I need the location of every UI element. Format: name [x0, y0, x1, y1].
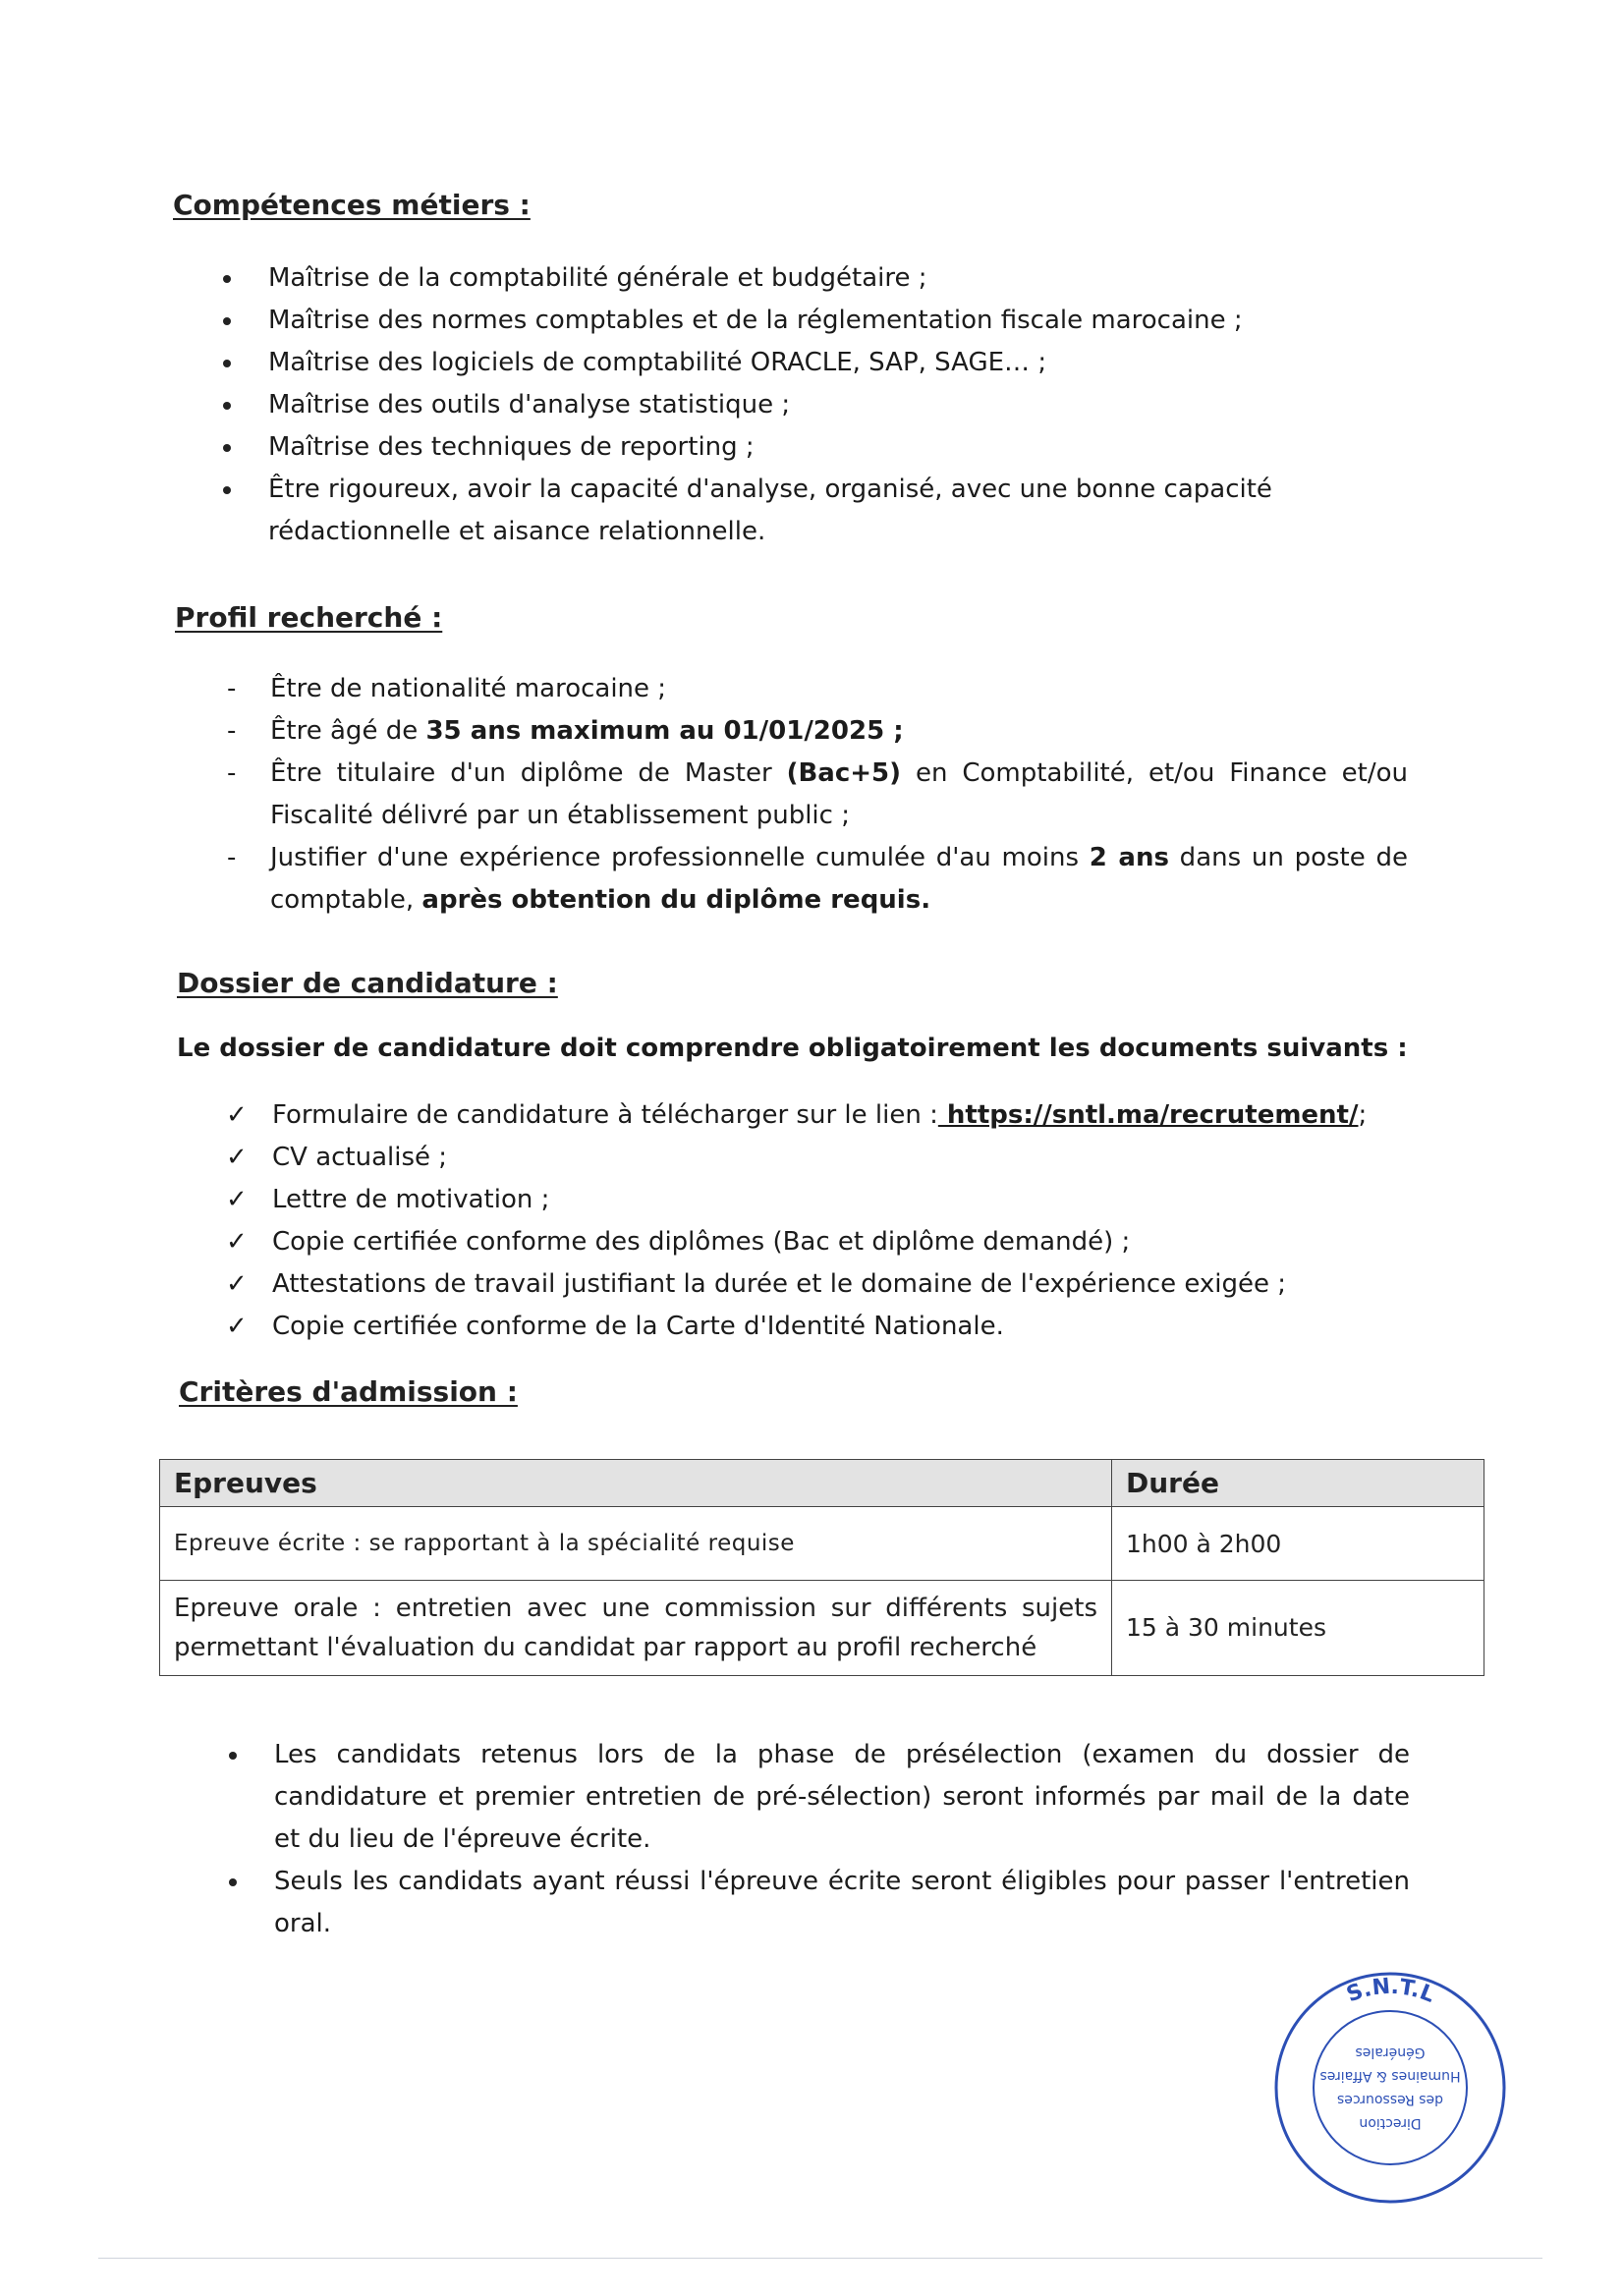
dossier-item-1-end: ;	[1358, 1100, 1368, 1130]
profil-item-4-text: Justifier d'une expérience professionnelle cumulée d'au moins	[270, 843, 1090, 872]
profil-heading: Profil recherché :	[175, 601, 443, 634]
list-item: ✓ Copie certifiée conforme de la Carte d'Identité Nationale.	[177, 1306, 1410, 1348]
recrutement-link[interactable]: https://sntl.ma/recrutement/	[937, 1100, 1359, 1130]
profil-item-1: Être de nationalité marocaine ;	[270, 674, 667, 703]
stamp-text-line: Humaines & Affaires	[1319, 2068, 1461, 2084]
profil-item-3-rest: en Comptabilité, et/ou Finance et/ou Fiscalité délivré par un établissement public ;	[270, 758, 1408, 830]
table-cell: 1h00 à 2h00	[1112, 1507, 1484, 1581]
stamp-ring-text: S.N.T.L	[1343, 1974, 1438, 2008]
list-item	[175, 668, 1408, 710]
list-item: Seuls les candidats ayant réussi l'épreuve écrite seront éligibles pour passer l'entretien oral.	[179, 1861, 1410, 1945]
profil-item-2-text: Être âgé de	[270, 716, 426, 746]
notes-list	[179, 1734, 1410, 1945]
profil-item-4-bold2: après obtention du diplôme requis.	[421, 885, 931, 915]
table-header-epreuves: Epreuves	[160, 1460, 1112, 1507]
list-item: Maîtrise de la comptabilité générale et budgétaire ;	[173, 257, 1408, 300]
list-item: ✓ Attestations de travail justifiant la durée et le domaine de l'expérience exigée ;	[177, 1263, 1410, 1306]
dossier-heading: Dossier de candidature :	[177, 967, 558, 999]
list-item: Les candidats retenus lors de la phase de présélection (examen du dossier de candidature et premier entretien de pré-sélection) seront informés par mail de la date et du lieu de l'épreuve écrite.	[179, 1734, 1410, 1861]
criteres-table	[159, 1459, 1484, 1676]
bottom-divider	[98, 2258, 1542, 2259]
table-header-row	[160, 1460, 1484, 1507]
stamp-inner-ring	[1314, 2011, 1467, 2164]
company-stamp	[1272, 1970, 1508, 2206]
list-item	[177, 1094, 1410, 1137]
stamp-text-line: des Ressources	[1336, 2092, 1444, 2107]
list-item: Maîtrise des normes comptables et de la réglementation fiscale marocaine ;	[173, 300, 1408, 342]
list-item	[175, 753, 1408, 837]
profil-item-4-mid: dans un poste de comptable,	[270, 843, 1408, 915]
dossier-list	[177, 1094, 1410, 1348]
list-item: ✓ Copie certifiée conforme des diplômes (Bac et diplôme demandé) ;	[177, 1221, 1410, 1263]
stamp-outer-ring	[1276, 1974, 1504, 2202]
list-item	[175, 837, 1408, 922]
profil-item-3-text: Être titulaire d'un diplôme de Master	[270, 758, 787, 788]
profil-item-4-bold1: 2 ans	[1089, 843, 1169, 872]
table-header-duree: Durée	[1112, 1460, 1484, 1507]
list-item: Maîtrise des outils d'analyse statistique ;	[173, 384, 1408, 426]
stamp-text-line: Générales	[1355, 2044, 1426, 2060]
dossier-item-1-text: Formulaire de candidature à télécharger sur le lien :	[272, 1100, 938, 1130]
table-cell: Epreuve écrite : se rapportant à la spécialité requise	[160, 1507, 1112, 1581]
list-item	[175, 710, 1408, 753]
table-cell: 15 à 30 minutes	[1112, 1581, 1484, 1676]
dossier-lead: Le dossier de candidature doit comprendre obligatoirement les documents suivants :	[177, 1034, 1408, 1063]
criteres-heading: Critères d'admission :	[179, 1375, 518, 1408]
competences-list	[173, 257, 1408, 553]
list-item: ✓ Lettre de motivation ;	[177, 1179, 1410, 1221]
stamp-text-line: Direction	[1359, 2115, 1422, 2131]
list-item: ✓ CV actualisé ;	[177, 1137, 1410, 1179]
list-item: Être rigoureux, avoir la capacité d'analyse, organisé, avec une bonne capacité rédactionnelle et aisance relationnelle.	[173, 469, 1408, 553]
table-row	[160, 1507, 1484, 1581]
table-cell: Epreuve orale : entretien avec une commission sur différents sujets permettant l'évaluation du candidat par rapport au profil recherché	[160, 1581, 1112, 1676]
profil-item-3-bold: (Bac+5)	[786, 758, 901, 788]
table-row	[160, 1581, 1484, 1676]
profil-item-2-bold: 35 ans maximum au 01/01/2025 ;	[425, 716, 904, 746]
profil-list	[175, 668, 1408, 922]
competences-heading: Compétences métiers :	[173, 189, 531, 221]
list-item: Maîtrise des techniques de reporting ;	[173, 426, 1408, 469]
list-item: Maîtrise des logiciels de comptabilité ORACLE, SAP, SAGE… ;	[173, 342, 1408, 384]
